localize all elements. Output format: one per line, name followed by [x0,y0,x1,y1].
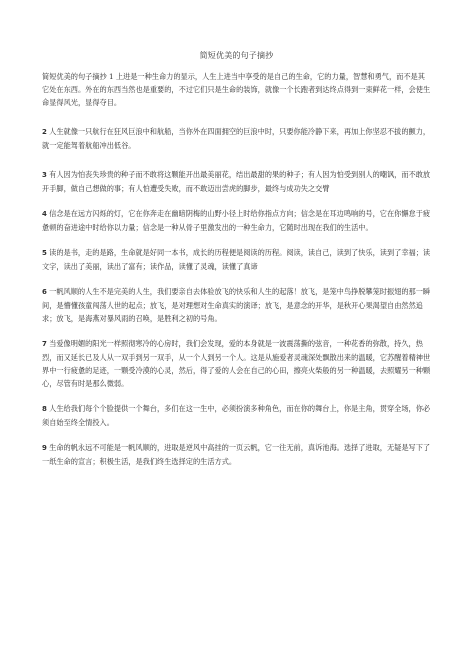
paragraph-number: 7 [42,340,47,348]
intro-paragraph: 简短优美的句子摘抄 1 上进是一种生命力的显示，人生上进当中享受的是自己的生命，它的力量，智慧和勇气，而不是其它处在东西。外在的东西当然也是重要的，不过它们只是生命的装饰，就像一个长跑者到达终点得到一束鲜花一样，会使生命显得风光，显得夺目。 [42,72,431,107]
paragraph-3 [42,168,431,195]
paragraph-number: 5 [42,249,47,257]
page-title: 简短优美的句子摘抄 [199,51,274,60]
paragraph-number: 9 [42,444,47,452]
paragraph-2 [42,125,431,152]
paragraph-number: 2 [42,128,47,136]
paragraph-8 [42,402,431,429]
paragraph-9 [42,441,431,468]
paragraph-text: 有人因为怕丧失珍贵的种子而不敢将这颗能开出最美丽花，结出最甜的果的种子；有人因为怕受到别人的嘲讽，而不敢放开手脚，做自己想做的事；有人怕遭受失败，而不敢迈出尝虎的脚步，最终与成功失之交臂 [42,170,431,193]
paragraph-6 [42,285,431,325]
paragraph-text: 人生给我们每个个脸提供一个舞台，多们在这一生中，必须扮演多种角色，而在你的舞台上，你是主角，贯穿全场，你必须自始至终全情投入。 [42,404,431,427]
paragraph-number: 4 [42,210,47,218]
paragraph-text: 人生就像一只航行在狂风巨浪中和航船，当你外在四面拥空的巨浪中时，只要你能冷静下来，再加上你坚忍不拔的颤力，就一定能驾着航船冲出低谷。 [42,127,431,150]
paragraph-number: 8 [42,405,47,413]
paragraph-4 [42,207,431,234]
paragraph-text: 当爱像明媚的阳光一样照彻寒冷的心房时，我们会发现，爱的本身就是一波震荡撕的弦音，一种花香的弥散，持久，热烈，而又延长已及人从一双手到另一双手，从一个人到另一个人。这是从施爱者灵魂深处飘散出来的温暖，它苏醒着精神世界中一行疲惫的足迹，一颗受冷漠的心灵，然后，得了爱的人会在自己的心田，擦亮火柴般的另一种温暖，去照耀另一种颗心，尽管有时是那么微弱。 [42,339,431,388]
paragraph-number: 3 [42,171,47,179]
paragraph-5 [42,246,431,273]
paragraph-text: 信念是在远方闪烁的灯，它在你奔走在幽暗阴梅的山野小径上时给你指点方向；信念是在耳边鸣响的号，它在你懈怠于疲惫顿的奋进途中时给你以力量；信念是一种从骨子里激发出的一种生命力，它随时出现在我们的生活中。 [42,209,431,232]
paragraph-text: 一帆风顺的人生不是完美的人生，我们要亲自去体验放飞的快乐和人生的起落！放飞，是笼中鸟挣脱攀笼时振翅的那一瞬间，是懵懂孩童闯荡人世的起点；放飞，是对理想对生命真实的演译；放飞，是意念的开华，是秋开心果渴望自由然然追求；放飞，是海燕对暴风雨的召唤，是胜利之初的号角。 [42,287,431,323]
paragraph-number: 6 [42,288,47,296]
paragraph-text: 读的是书，走的是路，生命就是好同一本书，成长的历程便是阅读的历程。阅读，读自己，读到了快乐，读到了幸福；读文字，读出了美丽，读出了富有；读作品，读懂了灵魂，读懂了真谛 [42,248,431,271]
paragraph-7 [42,337,431,390]
paragraph-text: 生命的帆永远不可能是一帆风顺的，进取是逆风中高挂的一页云帆，它一往无前，真诉池海。选择了进取，无疑是写下了一纸生命的宣言；积极生活，是我们终生选择定的生活方式。 [42,443,431,466]
